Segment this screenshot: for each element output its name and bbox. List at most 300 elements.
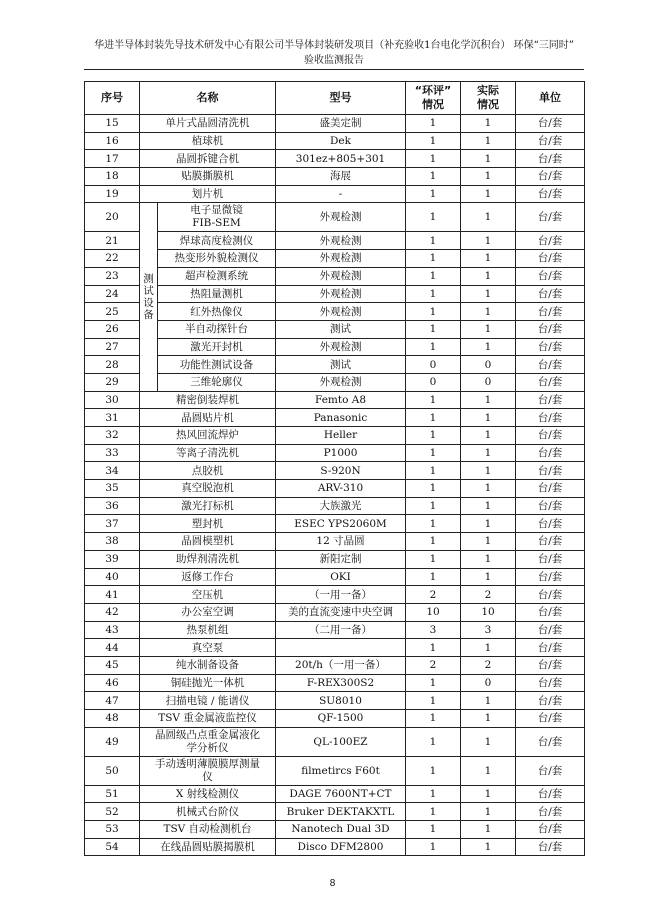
cell-unit: 台/套 bbox=[516, 132, 585, 150]
cell-eia: 1 bbox=[406, 391, 461, 409]
table-row bbox=[85, 203, 585, 232]
cell-name-l2: 仪 bbox=[202, 770, 213, 783]
cell-actual: 1 bbox=[461, 821, 516, 839]
category-char: 备 bbox=[143, 309, 154, 322]
cell-unit: 台/套 bbox=[516, 656, 585, 674]
col-header-name: 名称 bbox=[140, 82, 276, 115]
cell-actual: 1 bbox=[461, 203, 516, 232]
report-header-line2: 验收监测报告 bbox=[304, 55, 364, 66]
cell-name: TSV 重金属液监控仪 bbox=[140, 710, 276, 728]
table-row bbox=[85, 303, 585, 321]
cell-name: 单片式晶圆清洗机 bbox=[140, 115, 276, 133]
table-row bbox=[85, 803, 585, 821]
table-row bbox=[85, 674, 585, 692]
equipment-table bbox=[84, 81, 585, 856]
cell-model: （二用一备） bbox=[276, 621, 406, 639]
cell-name: 机械式台阶仪 bbox=[140, 803, 276, 821]
cell-name: 功能性测试设备 bbox=[158, 356, 276, 374]
col-header-unit: 单位 bbox=[516, 82, 585, 115]
cell-unit: 台/套 bbox=[516, 250, 585, 268]
table-row bbox=[85, 621, 585, 639]
cell-no: 41 bbox=[85, 586, 140, 604]
cell-actual: 0 bbox=[461, 373, 516, 391]
cell-model: 外观检测 bbox=[276, 232, 406, 250]
cell-eia: 1 bbox=[406, 267, 461, 285]
cell-actual: 1 bbox=[461, 497, 516, 515]
cell-name: 空压机 bbox=[140, 586, 276, 604]
cell-no: 22 bbox=[85, 250, 140, 268]
cell-name: 超声检测系统 bbox=[158, 267, 276, 285]
cell-no: 25 bbox=[85, 303, 140, 321]
cell-actual: 1 bbox=[461, 515, 516, 533]
cell-actual: 1 bbox=[461, 132, 516, 150]
cell-eia: 1 bbox=[406, 444, 461, 462]
cell-model: Nanotech Dual 3D bbox=[276, 821, 406, 839]
cell-unit: 台/套 bbox=[516, 373, 585, 391]
cell-no: 30 bbox=[85, 391, 140, 409]
table-row bbox=[85, 692, 585, 710]
cell-actual: 1 bbox=[461, 320, 516, 338]
cell-name: 焊球高度检测仪 bbox=[158, 232, 276, 250]
cell-no: 42 bbox=[85, 603, 140, 621]
cell-unit: 台/套 bbox=[516, 838, 585, 856]
cell-model: 测试 bbox=[276, 320, 406, 338]
cell-actual: 3 bbox=[461, 621, 516, 639]
cell-eia: 1 bbox=[406, 480, 461, 498]
cell-name bbox=[140, 727, 276, 756]
cell-actual: 2 bbox=[461, 586, 516, 604]
cell-unit: 台/套 bbox=[516, 444, 585, 462]
category-char: 设 bbox=[143, 297, 154, 310]
cell-unit: 台/套 bbox=[516, 285, 585, 303]
cell-unit: 台/套 bbox=[516, 409, 585, 427]
cell-actual: 1 bbox=[461, 480, 516, 498]
cell-no: 31 bbox=[85, 409, 140, 427]
table-row bbox=[85, 427, 585, 445]
cell-actual: 1 bbox=[461, 115, 516, 133]
cell-model: Disco DFM2800 bbox=[276, 838, 406, 856]
cell-eia: 1 bbox=[406, 821, 461, 839]
cell-unit: 台/套 bbox=[516, 785, 585, 803]
cell-eia: 1 bbox=[406, 427, 461, 445]
col-header-eia-l1: “环评” bbox=[414, 84, 452, 97]
cell-model: 外观检测 bbox=[276, 338, 406, 356]
cell-name: 真空泵 bbox=[140, 639, 276, 657]
cell-unit: 台/套 bbox=[516, 674, 585, 692]
cell-name: 真空脱泡机 bbox=[140, 480, 276, 498]
cell-actual: 1 bbox=[461, 391, 516, 409]
cell-unit: 台/套 bbox=[516, 115, 585, 133]
table-row bbox=[85, 462, 585, 480]
cell-model: 12 寸晶圆 bbox=[276, 533, 406, 551]
cell-actual: 1 bbox=[461, 639, 516, 657]
cell-actual: 1 bbox=[461, 250, 516, 268]
cell-eia: 1 bbox=[406, 838, 461, 856]
cell-no: 36 bbox=[85, 497, 140, 515]
cell-name bbox=[140, 756, 276, 785]
cell-no: 46 bbox=[85, 674, 140, 692]
table-row bbox=[85, 497, 585, 515]
cell-no: 45 bbox=[85, 656, 140, 674]
table-row bbox=[85, 338, 585, 356]
table-header-row bbox=[85, 82, 585, 115]
cell-eia: 1 bbox=[406, 515, 461, 533]
table-row bbox=[85, 356, 585, 374]
cell-actual: 1 bbox=[461, 568, 516, 586]
cell-model: 外观检测 bbox=[276, 203, 406, 232]
table-row bbox=[85, 568, 585, 586]
cell-actual: 2 bbox=[461, 656, 516, 674]
cell-unit: 台/套 bbox=[516, 586, 585, 604]
cell-name: 贴膜撕膜机 bbox=[140, 168, 276, 186]
table-row bbox=[85, 586, 585, 604]
category-test-equipment bbox=[140, 203, 158, 391]
cell-unit: 台/套 bbox=[516, 168, 585, 186]
cell-eia: 1 bbox=[406, 710, 461, 728]
cell-name: 点胶机 bbox=[140, 462, 276, 480]
cell-unit: 台/套 bbox=[516, 303, 585, 321]
cell-name: 植球机 bbox=[140, 132, 276, 150]
cell-model: （一用一备） bbox=[276, 586, 406, 604]
table-row bbox=[85, 409, 585, 427]
cell-unit: 台/套 bbox=[516, 462, 585, 480]
cell-actual: 1 bbox=[461, 727, 516, 756]
cell-model: - bbox=[276, 185, 406, 203]
cell-actual: 1 bbox=[461, 303, 516, 321]
cell-eia: 1 bbox=[406, 320, 461, 338]
cell-eia: 1 bbox=[406, 756, 461, 785]
cell-unit: 台/套 bbox=[516, 203, 585, 232]
cell-unit: 台/套 bbox=[516, 568, 585, 586]
cell-unit: 台/套 bbox=[516, 710, 585, 728]
col-header-eia-l2: 情况 bbox=[422, 98, 444, 111]
cell-no: 18 bbox=[85, 168, 140, 186]
cell-name: 半自动探针台 bbox=[158, 320, 276, 338]
cell-no: 52 bbox=[85, 803, 140, 821]
table-row bbox=[85, 168, 585, 186]
cell-no: 48 bbox=[85, 710, 140, 728]
cell-unit: 台/套 bbox=[516, 692, 585, 710]
cell-actual: 1 bbox=[461, 756, 516, 785]
cell-name: 热变形外貌检测仪 bbox=[158, 250, 276, 268]
cell-eia: 1 bbox=[406, 203, 461, 232]
cell-unit: 台/套 bbox=[516, 497, 585, 515]
cell-unit: 台/套 bbox=[516, 185, 585, 203]
cell-eia: 1 bbox=[406, 185, 461, 203]
cell-eia: 1 bbox=[406, 550, 461, 568]
cell-unit: 台/套 bbox=[516, 150, 585, 168]
cell-actual: 1 bbox=[461, 692, 516, 710]
cell-eia: 0 bbox=[406, 356, 461, 374]
table-row bbox=[85, 480, 585, 498]
cell-name: 等离子清洗机 bbox=[140, 444, 276, 462]
table-row bbox=[85, 373, 585, 391]
table-row bbox=[85, 115, 585, 133]
cell-eia: 1 bbox=[406, 232, 461, 250]
cell-name: 热风回流焊炉 bbox=[140, 427, 276, 445]
cell-model: Bruker DEKTAKXTL bbox=[276, 803, 406, 821]
cell-actual: 0 bbox=[461, 674, 516, 692]
cell-eia: 2 bbox=[406, 586, 461, 604]
cell-unit: 台/套 bbox=[516, 356, 585, 374]
cell-model: 20t/h（一用一备） bbox=[276, 656, 406, 674]
cell-actual: 1 bbox=[461, 838, 516, 856]
cell-no: 50 bbox=[85, 756, 140, 785]
cell-name-l1: 晶圆级凸点重金属液化 bbox=[155, 728, 260, 741]
cell-model: Heller bbox=[276, 427, 406, 445]
cell-unit: 台/套 bbox=[516, 639, 585, 657]
cell-actual: 1 bbox=[461, 409, 516, 427]
cell-name: 精密倒装焊机 bbox=[140, 391, 276, 409]
cell-model: DAGE 7600NT+CT bbox=[276, 785, 406, 803]
cell-name: 塑封机 bbox=[140, 515, 276, 533]
cell-name: X 射线检测仪 bbox=[140, 785, 276, 803]
cell-no: 37 bbox=[85, 515, 140, 533]
cell-name: 扫描电镜 / 能谱仪 bbox=[140, 692, 276, 710]
table-row bbox=[85, 267, 585, 285]
cell-name: 热泵机组 bbox=[140, 621, 276, 639]
cell-eia: 1 bbox=[406, 338, 461, 356]
cell-unit: 台/套 bbox=[516, 267, 585, 285]
cell-model: 海展 bbox=[276, 168, 406, 186]
cell-no: 15 bbox=[85, 115, 140, 133]
cell-unit: 台/套 bbox=[516, 727, 585, 756]
cell-unit: 台/套 bbox=[516, 821, 585, 839]
table-body bbox=[85, 115, 585, 856]
cell-unit: 台/套 bbox=[516, 621, 585, 639]
cell-name: TSV 自动检测机台 bbox=[140, 821, 276, 839]
cell-unit: 台/套 bbox=[516, 232, 585, 250]
cell-eia: 1 bbox=[406, 409, 461, 427]
table-row bbox=[85, 656, 585, 674]
cell-actual: 1 bbox=[461, 285, 516, 303]
col-header-model: 型号 bbox=[276, 82, 406, 115]
cell-model: ARV-310 bbox=[276, 480, 406, 498]
table-row bbox=[85, 603, 585, 621]
cell-actual: 1 bbox=[461, 185, 516, 203]
cell-model: 外观检测 bbox=[276, 303, 406, 321]
cell-no: 40 bbox=[85, 568, 140, 586]
report-header bbox=[60, 38, 608, 68]
table-row bbox=[85, 320, 585, 338]
cell-eia: 1 bbox=[406, 497, 461, 515]
cell-unit: 台/套 bbox=[516, 338, 585, 356]
table-row bbox=[85, 785, 585, 803]
cell-unit: 台/套 bbox=[516, 550, 585, 568]
header-divider bbox=[84, 69, 584, 70]
table-row bbox=[85, 727, 585, 756]
cell-name: 热阻量测机 bbox=[158, 285, 276, 303]
cell-name: 在线晶圆贴膜揭膜机 bbox=[140, 838, 276, 856]
col-header-actual-l2: 情况 bbox=[477, 98, 499, 111]
cell-no: 51 bbox=[85, 785, 140, 803]
cell-model: Femto A8 bbox=[276, 391, 406, 409]
table-row bbox=[85, 756, 585, 785]
cell-model: P1000 bbox=[276, 444, 406, 462]
cell-no: 16 bbox=[85, 132, 140, 150]
cell-no: 47 bbox=[85, 692, 140, 710]
cell-unit: 台/套 bbox=[516, 533, 585, 551]
cell-name-l1: 手动透明薄膜膜厚测量 bbox=[155, 757, 260, 770]
cell-name-l2: FIB-SEM bbox=[192, 217, 241, 230]
cell-unit: 台/套 bbox=[516, 391, 585, 409]
cell-model: 外观检测 bbox=[276, 267, 406, 285]
table-row bbox=[85, 150, 585, 168]
cell-name-l2: 学分析仪 bbox=[186, 741, 229, 754]
cell-no: 23 bbox=[85, 267, 140, 285]
cell-no: 29 bbox=[85, 373, 140, 391]
cell-model: ESEC YPS2060M bbox=[276, 515, 406, 533]
cell-eia: 1 bbox=[406, 785, 461, 803]
cell-name: 返修工作台 bbox=[140, 568, 276, 586]
cell-model: filmetircs F60t bbox=[276, 756, 406, 785]
cell-eia: 1 bbox=[406, 132, 461, 150]
cell-name: 晶圆拆键合机 bbox=[140, 150, 276, 168]
cell-eia: 1 bbox=[406, 674, 461, 692]
table-row bbox=[85, 185, 585, 203]
page-number: 8 bbox=[329, 878, 336, 889]
cell-name: 铜硅抛光一体机 bbox=[140, 674, 276, 692]
cell-actual: 1 bbox=[461, 338, 516, 356]
category-char: 试 bbox=[143, 285, 154, 298]
cell-unit: 台/套 bbox=[516, 320, 585, 338]
cell-model: 美的直流变速中央空调 bbox=[276, 603, 406, 621]
cell-no: 44 bbox=[85, 639, 140, 657]
cell-no: 54 bbox=[85, 838, 140, 856]
col-header-actual-l1: 实际 bbox=[477, 84, 499, 97]
cell-name: 激光开封机 bbox=[158, 338, 276, 356]
cell-actual: 1 bbox=[461, 803, 516, 821]
cell-eia: 1 bbox=[406, 727, 461, 756]
cell-no: 53 bbox=[85, 821, 140, 839]
cell-unit: 台/套 bbox=[516, 803, 585, 821]
cell-unit: 台/套 bbox=[516, 427, 585, 445]
cell-actual: 1 bbox=[461, 267, 516, 285]
cell-model: 测试 bbox=[276, 356, 406, 374]
table-row bbox=[85, 710, 585, 728]
cell-eia: 1 bbox=[406, 150, 461, 168]
col-header-no: 序号 bbox=[85, 82, 140, 115]
table-row bbox=[85, 285, 585, 303]
cell-model: 外观检测 bbox=[276, 373, 406, 391]
cell-model: 301ez+805+301 bbox=[276, 150, 406, 168]
table-row bbox=[85, 232, 585, 250]
cell-unit: 台/套 bbox=[516, 756, 585, 785]
cell-eia: 1 bbox=[406, 303, 461, 321]
cell-unit: 台/套 bbox=[516, 515, 585, 533]
cell-eia: 1 bbox=[406, 285, 461, 303]
cell-model: SU8010 bbox=[276, 692, 406, 710]
cell-model: QF-1500 bbox=[276, 710, 406, 728]
cell-eia: 1 bbox=[406, 568, 461, 586]
col-header-actual bbox=[461, 82, 516, 115]
cell-eia: 10 bbox=[406, 603, 461, 621]
cell-no: 27 bbox=[85, 338, 140, 356]
cell-no: 39 bbox=[85, 550, 140, 568]
table-row bbox=[85, 132, 585, 150]
cell-actual: 1 bbox=[461, 150, 516, 168]
table-row bbox=[85, 838, 585, 856]
cell-actual: 0 bbox=[461, 356, 516, 374]
cell-no: 49 bbox=[85, 727, 140, 756]
cell-eia: 1 bbox=[406, 639, 461, 657]
cell-name: 晶圆模塑机 bbox=[140, 533, 276, 551]
cell-actual: 1 bbox=[461, 427, 516, 445]
cell-no: 33 bbox=[85, 444, 140, 462]
cell-no: 26 bbox=[85, 320, 140, 338]
cell-eia: 1 bbox=[406, 250, 461, 268]
cell-name: 晶圆贴片机 bbox=[140, 409, 276, 427]
table-row bbox=[85, 515, 585, 533]
cell-actual: 1 bbox=[461, 462, 516, 480]
report-header-line1: 华进半导体封装先导技术研发中心有限公司半导体封装研发项目（补充验收1台电化学沉积台） 环保“三同时” bbox=[94, 40, 574, 51]
cell-eia: 0 bbox=[406, 373, 461, 391]
cell-model: 盛美定制 bbox=[276, 115, 406, 133]
cell-no: 20 bbox=[85, 203, 140, 232]
cell-actual: 1 bbox=[461, 533, 516, 551]
cell-eia: 1 bbox=[406, 462, 461, 480]
cell-no: 32 bbox=[85, 427, 140, 445]
cell-model: 新阳定制 bbox=[276, 550, 406, 568]
col-header-eia bbox=[406, 82, 461, 115]
cell-eia: 1 bbox=[406, 115, 461, 133]
table-row bbox=[85, 250, 585, 268]
cell-actual: 1 bbox=[461, 168, 516, 186]
cell-no: 24 bbox=[85, 285, 140, 303]
table-row bbox=[85, 444, 585, 462]
table-row bbox=[85, 821, 585, 839]
cell-no: 43 bbox=[85, 621, 140, 639]
cell-model: 大族激光 bbox=[276, 497, 406, 515]
cell-eia: 3 bbox=[406, 621, 461, 639]
table-row bbox=[85, 533, 585, 551]
cell-model bbox=[276, 639, 406, 657]
category-char: 测 bbox=[143, 273, 154, 286]
cell-model: QL-100EZ bbox=[276, 727, 406, 756]
cell-model: OKI bbox=[276, 568, 406, 586]
cell-actual: 1 bbox=[461, 232, 516, 250]
cell-model: 外观检测 bbox=[276, 250, 406, 268]
table-row bbox=[85, 550, 585, 568]
cell-model: S-920N bbox=[276, 462, 406, 480]
cell-unit: 台/套 bbox=[516, 603, 585, 621]
cell-model: F-REX300S2 bbox=[276, 674, 406, 692]
cell-actual: 1 bbox=[461, 710, 516, 728]
cell-eia: 1 bbox=[406, 803, 461, 821]
cell-actual: 1 bbox=[461, 785, 516, 803]
cell-name: 三维轮廓仪 bbox=[158, 373, 276, 391]
cell-no: 17 bbox=[85, 150, 140, 168]
cell-no: 34 bbox=[85, 462, 140, 480]
cell-model: 外观检测 bbox=[276, 285, 406, 303]
cell-name bbox=[158, 203, 276, 232]
cell-eia: 1 bbox=[406, 533, 461, 551]
cell-name: 助焊剂清洗机 bbox=[140, 550, 276, 568]
cell-name: 激光打标机 bbox=[140, 497, 276, 515]
cell-no: 28 bbox=[85, 356, 140, 374]
cell-no: 19 bbox=[85, 185, 140, 203]
cell-actual: 1 bbox=[461, 550, 516, 568]
cell-no: 38 bbox=[85, 533, 140, 551]
cell-actual: 1 bbox=[461, 444, 516, 462]
cell-name: 办公室空调 bbox=[140, 603, 276, 621]
cell-name: 红外热像仪 bbox=[158, 303, 276, 321]
cell-eia: 1 bbox=[406, 168, 461, 186]
cell-model: Dek bbox=[276, 132, 406, 150]
cell-eia: 2 bbox=[406, 656, 461, 674]
cell-name: 纯水制备设备 bbox=[140, 656, 276, 674]
cell-name: 划片机 bbox=[140, 185, 276, 203]
